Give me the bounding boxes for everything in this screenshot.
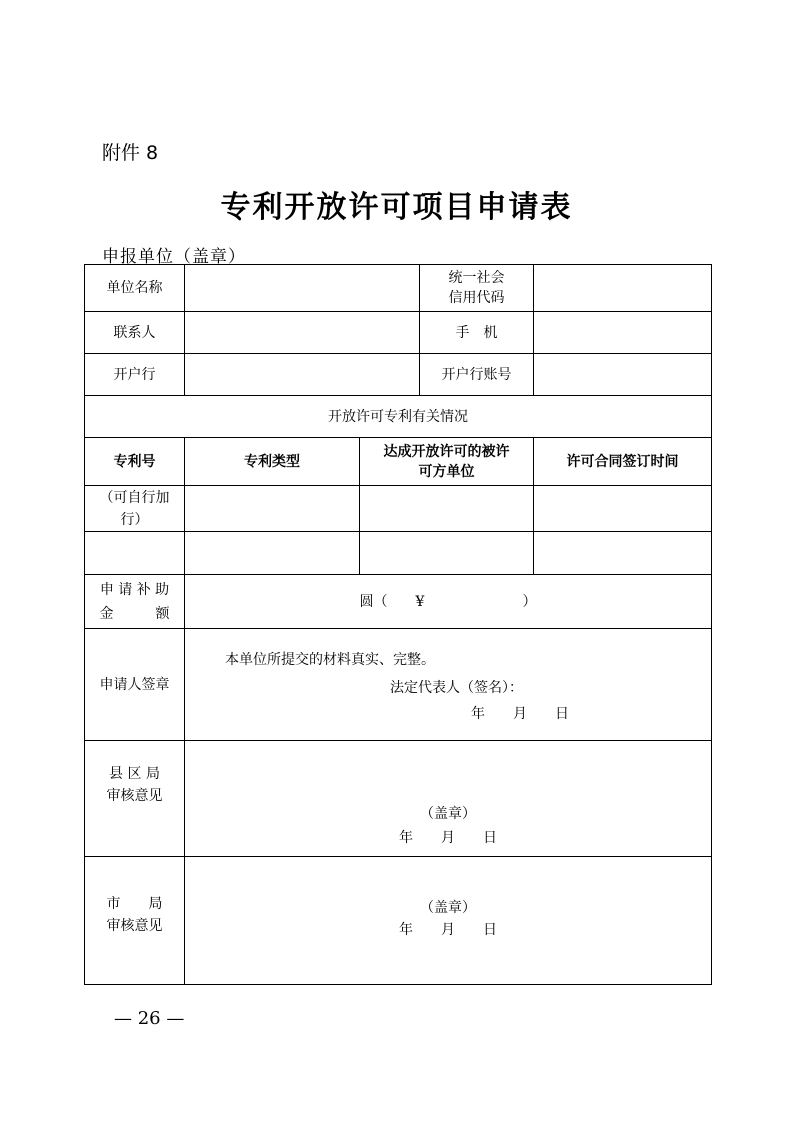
table-row (85, 265, 712, 312)
mobile-field[interactable] (534, 312, 712, 354)
page-number: — 26 — (114, 1008, 185, 1029)
unit-name-label: 单位名称 (85, 265, 185, 312)
legal-rep-label: 法定代表人（签名）： (390, 680, 523, 696)
applicant-statement: 本单位所提交的材料真实、完整。 (225, 652, 435, 668)
table-row (85, 396, 712, 438)
sign-time-field[interactable] (534, 486, 712, 532)
col-licensee: 达成开放许可的被许 可方单位 (360, 438, 534, 486)
table-row (85, 438, 712, 486)
licensee-field[interactable] (360, 532, 534, 575)
bank-field[interactable] (185, 354, 420, 396)
city-review-area[interactable] (185, 857, 712, 985)
attachment-label: 附件 8 (102, 142, 159, 164)
add-rows-note: （可自行加 行） (85, 486, 185, 532)
patent-no-field[interactable] (85, 532, 185, 575)
page-title: 专利开放许可项目申请表 (220, 190, 573, 225)
table-row (85, 532, 712, 575)
applicant-sign-label: 申请人签章 (85, 629, 185, 741)
table-row (85, 741, 712, 857)
table-row (85, 354, 712, 396)
county-review-area[interactable] (185, 741, 712, 857)
contact-label: 联系人 (85, 312, 185, 354)
table-row (85, 857, 712, 985)
county-seal-label: （盖章） (420, 806, 476, 822)
table-row (85, 629, 712, 741)
bank-account-label: 开户行账号 (420, 354, 534, 396)
mobile-label: 手 机 (420, 312, 534, 354)
subsidy-amount-field[interactable]: 圆（ ¥ ） (185, 575, 712, 629)
city-seal-label: （盖章） (420, 900, 476, 916)
unit-name-field[interactable] (185, 265, 420, 312)
col-patent-type: 专利类型 (185, 438, 360, 486)
sign-time-field[interactable] (534, 532, 712, 575)
application-form-table (84, 264, 712, 985)
table-row (85, 575, 712, 629)
col-sign-time: 许可合同签订时间 (534, 438, 712, 486)
sign-date: 年 月 日 (471, 706, 569, 722)
patent-type-field[interactable] (185, 486, 360, 532)
col-patent-no: 专利号 (85, 438, 185, 486)
licensee-field[interactable] (360, 486, 534, 532)
section-header: 开放许可专利有关情况 (85, 396, 712, 438)
contact-field[interactable] (185, 312, 420, 354)
table-row (85, 486, 712, 532)
patent-type-field[interactable] (185, 532, 360, 575)
county-review-label: 县 区 局 审核意见 (85, 741, 185, 857)
table-row (85, 312, 712, 354)
bank-account-field[interactable] (534, 354, 712, 396)
credit-code-label: 统一社会 信用代码 (420, 265, 534, 312)
bank-label: 开户行 (85, 354, 185, 396)
county-review-date: 年 月 日 (399, 830, 497, 846)
subsidy-label: 申 请 补 助 金 额 (85, 575, 185, 629)
city-review-label: 市 局 审核意见 (85, 857, 185, 985)
credit-code-field[interactable] (534, 265, 712, 312)
applicant-unit-label: 申报单位（盖章） (102, 247, 246, 267)
applicant-sign-area[interactable] (185, 629, 712, 741)
city-review-date: 年 月 日 (399, 922, 497, 938)
